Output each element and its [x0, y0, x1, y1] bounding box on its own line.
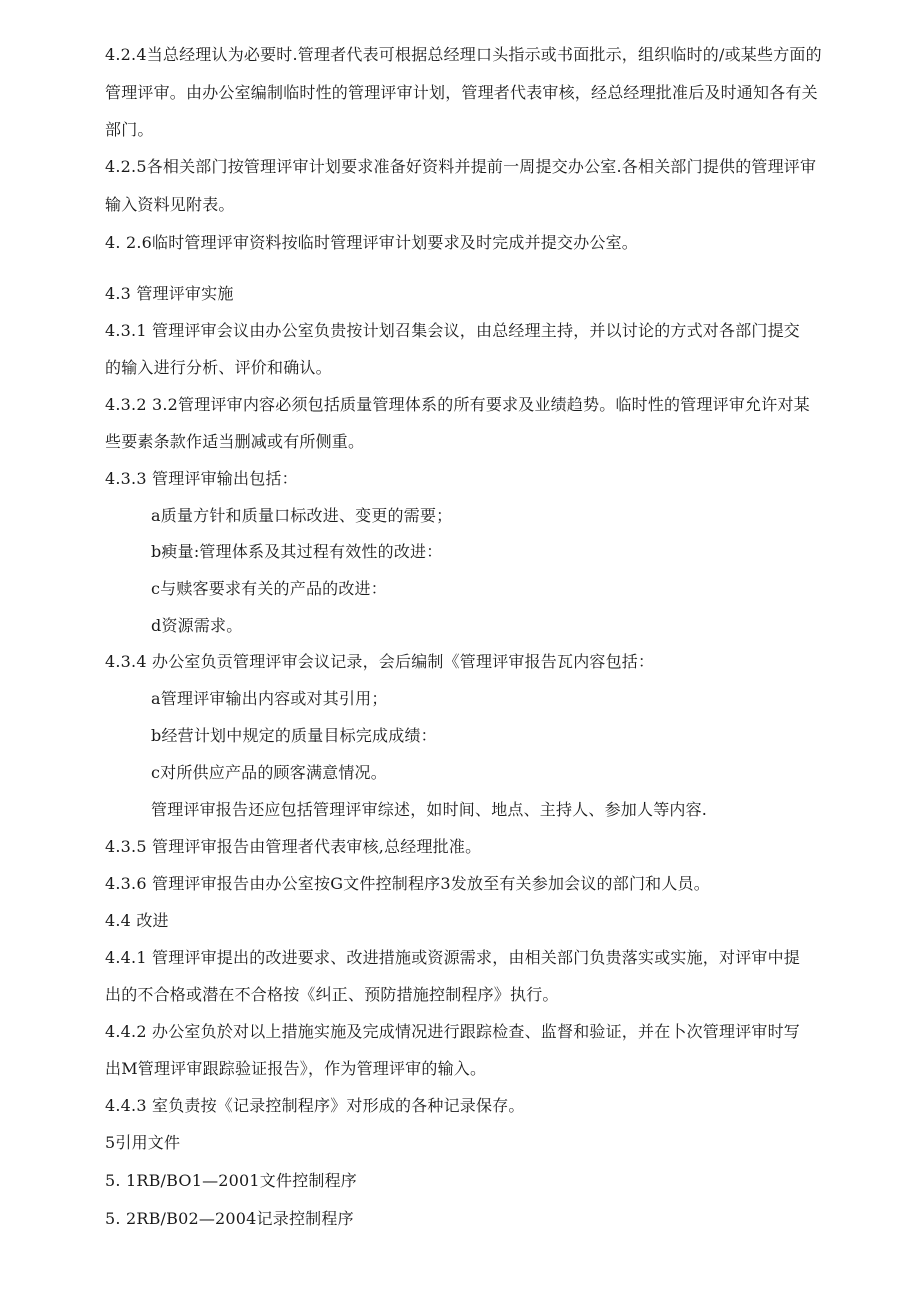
text-line: 些要素条款作适当删减或有所侧重。 [105, 432, 365, 451]
reference-item: 5. 1RB/BO1—2001文件控制程序 [105, 1171, 357, 1190]
text-line: 4.3.3 管理评审输出包括： [105, 469, 298, 488]
list-item: c对所供应产品的顾客满意情况。 [151, 763, 387, 782]
text-line: 4.2.5各相关部门按管理评审计划要求准备好资料并提前一周提交办公室.各相关部门提供的管理评审 [105, 157, 817, 176]
list-item: b经营计划中规定的质量目标完成成绩： [151, 726, 437, 745]
text-line: 4.4.2 办公室负於对以上措施实施及完成情况进行跟踪检查、监督和验证，并在卜次管理评审时写 [105, 1022, 800, 1041]
text-line: 出M管理评审跟踪验证报告》，作为管理评审的输入。 [105, 1059, 487, 1078]
text-line: 4. 2.6临时管理评审资料按临时管理评审计划要求及时完成并提交办公室。 [105, 233, 638, 252]
text-line: 4.4.1 管理评审提出的改进要求、改进措施或资源需求，由相关部门负贵落实或实施，对评审中提 [105, 948, 800, 967]
text-line: 4.4.3 室负责按《记录控制程序》对形成的各种记录保存。 [105, 1096, 525, 1115]
reference-item: 5. 2RB/B02—2004记录控制程序 [105, 1209, 354, 1228]
list-item: c与赎客要求有关的产品的改进： [151, 579, 387, 598]
text-line: 管理评审报告还应包括管理评审综述，如时间、地点、主持人、参加人等内容. [151, 800, 708, 819]
text-line: 出的不合格或潜在不合格按《纠正、预防措施控制程序》执行。 [105, 985, 559, 1004]
section-heading: 4.3 管理评审实施 [105, 284, 234, 303]
text-line: 的输入进行分析、评价和确认。 [105, 358, 332, 377]
text-line: 管理评审。由办公室编制临时性的管理评审计划，管理者代表审核，经总经理批准后及时通知各有关 [105, 83, 818, 102]
list-item: a质量方针和质量口标改进、变更的需要； [151, 506, 453, 525]
text-line: 4.2.4当总经理认为必要时.管理者代表可根据总经理口头指示或书面批示，组织临时的/或某些方面的 [105, 45, 822, 64]
text-line: 输入资料见附表。 [105, 195, 235, 214]
text-line: 4.3.1 管理评审会议由办公室负贵按计划召集会议，由总经理主持，并以讨论的方式对各部门提交 [105, 321, 800, 340]
list-item: a管理评审输出内容或对其引用； [151, 689, 388, 708]
list-item: d资源需求。 [151, 616, 243, 635]
text-line: 4.3.4 办公室负贡管理评审会议记录，会后编制《管理评审报告瓦内容包括： [105, 652, 655, 671]
text-line: 4.3.2 3.2管理评审内容必须包括质量管理体系的所有要求及业绩趋势。临时性的管理评审允许对某 [105, 395, 810, 414]
text-line: 4.3.5 管理评审报告由管理者代表审核,总经理批准。 [105, 837, 482, 856]
list-item: b瘐量:管理体系及其过程有效性的改进： [151, 542, 443, 561]
text-line: 部门。 [105, 120, 154, 139]
section-heading: 5引用文件 [105, 1133, 181, 1152]
text-line: 4.3.6 管理评审报告由办公室按G文件控制程序3发放至有关参加会议的部门和人员。 [105, 874, 710, 893]
section-heading: 4.4 改进 [105, 911, 169, 930]
